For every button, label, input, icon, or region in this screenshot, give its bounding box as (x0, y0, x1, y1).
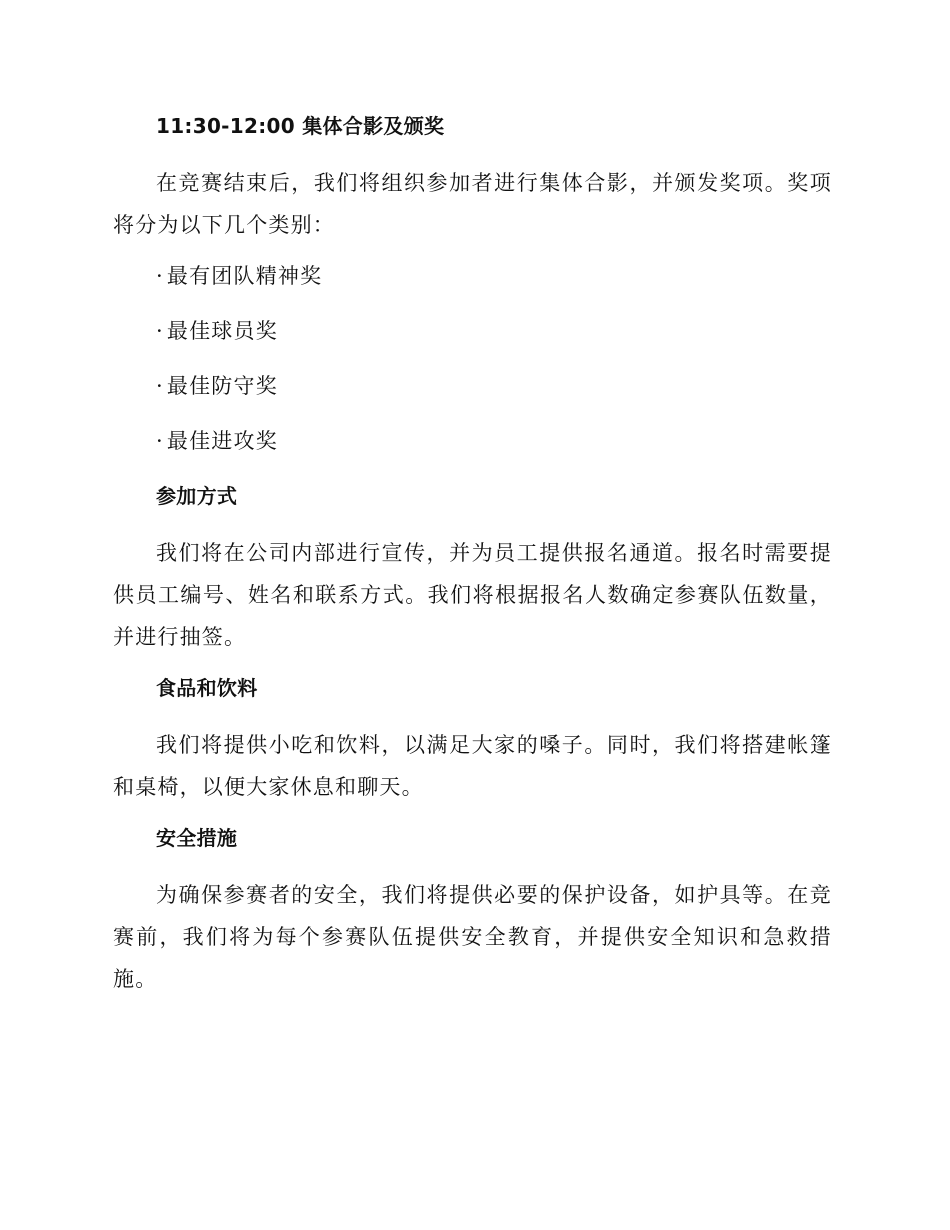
bullet-icon: · (156, 429, 164, 453)
list-item (113, 423, 832, 459)
list-item-text: 最佳球员奖 (166, 319, 278, 343)
food-drinks-paragraph: 我们将提供小吃和饮料，以满足大家的嗓子。同时，我们将搭建帐篷和桌椅，以便大家休息和聊天。 (113, 733, 832, 799)
list-item (113, 258, 832, 294)
list-item-text: 最有团队精神奖 (166, 264, 323, 288)
list-item-text: 最佳进攻奖 (166, 429, 278, 453)
section-heading-participation: 参加方式 (156, 484, 238, 508)
bullet-icon: · (156, 264, 164, 288)
bullet-icon: · (156, 374, 164, 398)
list-item (113, 368, 832, 404)
award-categories-list (113, 258, 832, 459)
awards-paragraph: 在竞赛结束后，我们将组织参加者进行集体合影，并颁发奖项。奖项将分为以下几个类别： (113, 171, 832, 237)
list-item (113, 313, 832, 349)
safety-paragraph: 为确保参赛者的安全，我们将提供必要的保护设备，如护具等。在竞赛前，我们将为每个参赛队伍提供安全教育，并提供安全知识和急救措施。 (113, 883, 832, 991)
participation-paragraph: 我们将在公司内部进行宣传，并为员工提供报名通道。报名时需要提供员工编号、姓名和联系方式。我们将根据报名人数确定参赛队伍数量，并进行抽签。 (113, 541, 832, 649)
section-heading-awards: 11:30-12:00 集体合影及颁奖 (156, 114, 445, 138)
section-heading-safety: 安全措施 (156, 826, 238, 850)
bullet-icon: · (156, 319, 164, 343)
list-item-text: 最佳防守奖 (166, 374, 278, 398)
section-heading-food-drinks: 食品和饮料 (156, 676, 258, 700)
